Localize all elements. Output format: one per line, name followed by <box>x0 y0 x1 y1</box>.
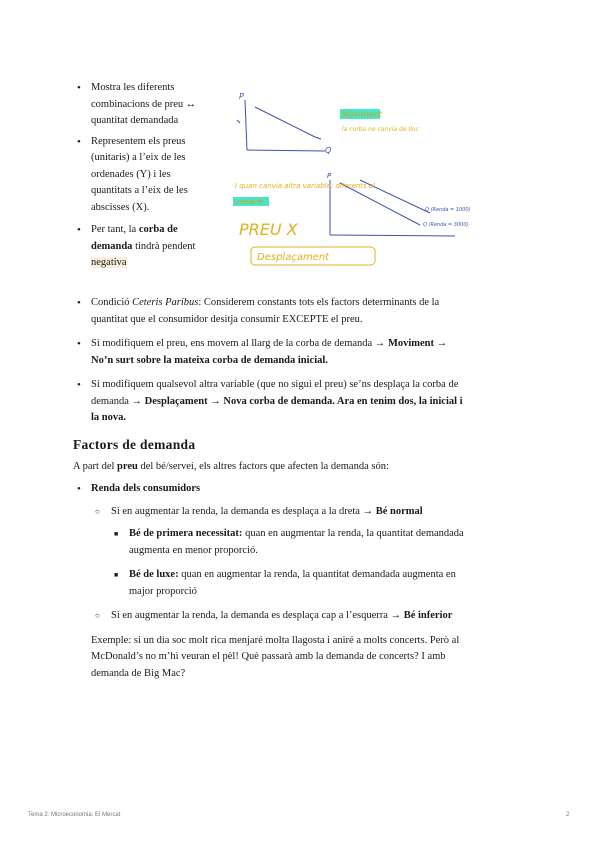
bullet-text: Condició <box>91 297 133 308</box>
bullet-desplacament <box>73 377 468 427</box>
sketch-marks <box>237 120 321 139</box>
bullet-text: Si en augmentar la renda, la demanda es desplaça cap a l’esquerra → <box>111 610 404 621</box>
bullet-text: : Considerem constants tots els factors determinants de la quantitat que el consumidor desitja consumir EXCEPTE el preu. <box>91 297 440 325</box>
axis-x-2 <box>330 235 455 236</box>
renda-sublist <box>91 504 473 625</box>
bullet-text: → <box>434 338 448 349</box>
square-bullet-luxe <box>113 567 473 600</box>
bullet-text: Representem els preus (unitaris) a l’eix de les ordenades (Y) i les quantitats a l’eix de les abscisses (X). <box>91 135 188 213</box>
bold-term: Moviment <box>387 338 435 349</box>
bullet-text: quan en augmentar la renda, la quantitat demandada augmenta en major proporció <box>129 569 456 597</box>
bullet-text: Mostra les diferents combinacions de preu ↔ quantitat demandada <box>91 82 197 126</box>
footer-title: Tema 2: Microeconomia: El Mercat <box>28 812 121 818</box>
label-p: P <box>239 92 244 101</box>
bold-term: preu <box>117 461 138 472</box>
bold-term: Bé normal <box>375 505 423 517</box>
bold-term: No’n surt sobre la mateixa corba de demanda inicial. <box>91 354 328 366</box>
bullet-axes <box>73 134 208 217</box>
bullet-text: Si modifiquem qualsevol altra variable (que no sigui el preu) se’ns desplaça la corba de demanda → <box>91 379 459 407</box>
bold-term: Bé de primera necessitat: <box>129 528 243 539</box>
handwritten-sketch <box>225 85 475 275</box>
bold-term: Bé inferior <box>403 610 453 621</box>
bullet-combinations <box>73 80 208 130</box>
bullet-text: Si en augmentar la renda, la demanda es desplaça a la dreta → <box>111 505 376 517</box>
chart-1 <box>237 100 325 151</box>
highlighted-term: negativa <box>91 257 127 268</box>
label-d2: Q (Renda = 3000) <box>423 222 469 228</box>
bold-term: Desplaçament <box>144 395 208 407</box>
bullet-ceteris-paribus <box>73 295 468 328</box>
note-other-variable: I quan canvia altra variable: diferents al <box>235 182 376 190</box>
axis-y-1 <box>245 100 247 150</box>
bullet-text: Per tant, la <box>91 224 139 235</box>
bullet-text: → <box>207 395 224 407</box>
intro-text: A part del <box>73 461 118 472</box>
intro-text: del bé/servei, els altres factors que afecten la demanda són: <box>137 461 389 472</box>
bold-term: corba de demanda <box>91 224 178 252</box>
bold-term: Nova corba de demanda. Ara en tenim dos, la inicial i la nova. <box>91 395 463 423</box>
italic-term: Ceteris Paribus <box>132 297 199 308</box>
sub-bullet-inferior <box>93 608 473 625</box>
note-moviment-sub: la corba no canvia de lloc <box>342 126 419 133</box>
section-title: Factors de demanda <box>73 437 196 452</box>
example-text: Exemple: si un dia soc molt rica menjaré molta llagosta i aniré a molts concerts. Però al McDonald’s no m’hi veuran el pèl! Què passarà amb la demanda de concerts? I amb demanda de Big Mac? <box>91 634 460 679</box>
label-p2: P <box>327 172 332 180</box>
square-bullet-necessitat <box>113 526 473 559</box>
section-intro <box>73 459 473 476</box>
bullet-text: Si modifiquem el preu, ens movem al llarg de la corba de demanda → <box>91 338 388 349</box>
bullet-text: tindrà pendent <box>132 240 196 252</box>
note-moviment: Moviment <box>342 110 382 119</box>
label-d1: Q (Renda = 1000) <box>425 207 471 213</box>
ceteris-paribus-list <box>73 295 468 427</box>
note-variable: variable <box>235 198 264 206</box>
axis-x-1 <box>247 150 325 151</box>
sub-bullet-normal <box>93 504 473 601</box>
normal-goods-sublist <box>111 526 473 600</box>
page-number: 2 <box>566 812 570 818</box>
bullet-text: quan en augmentar la renda, la quantitat demandada augmenta en menor proporció. <box>129 528 464 556</box>
note-desplacament: Desplaçament <box>257 252 330 263</box>
bold-term: Bé de luxe: <box>129 569 179 580</box>
top-bullet-list <box>73 80 208 272</box>
demand-line-1 <box>255 107 315 137</box>
bullet-moviment <box>73 336 468 369</box>
bullet-slope <box>73 222 208 272</box>
label-q: Q <box>325 146 332 155</box>
bold-term: Renda dels consumidors <box>91 483 201 494</box>
bullet-renda <box>73 481 473 682</box>
demand-factors-list <box>73 481 473 682</box>
note-preu-x: PREU X <box>239 220 298 239</box>
